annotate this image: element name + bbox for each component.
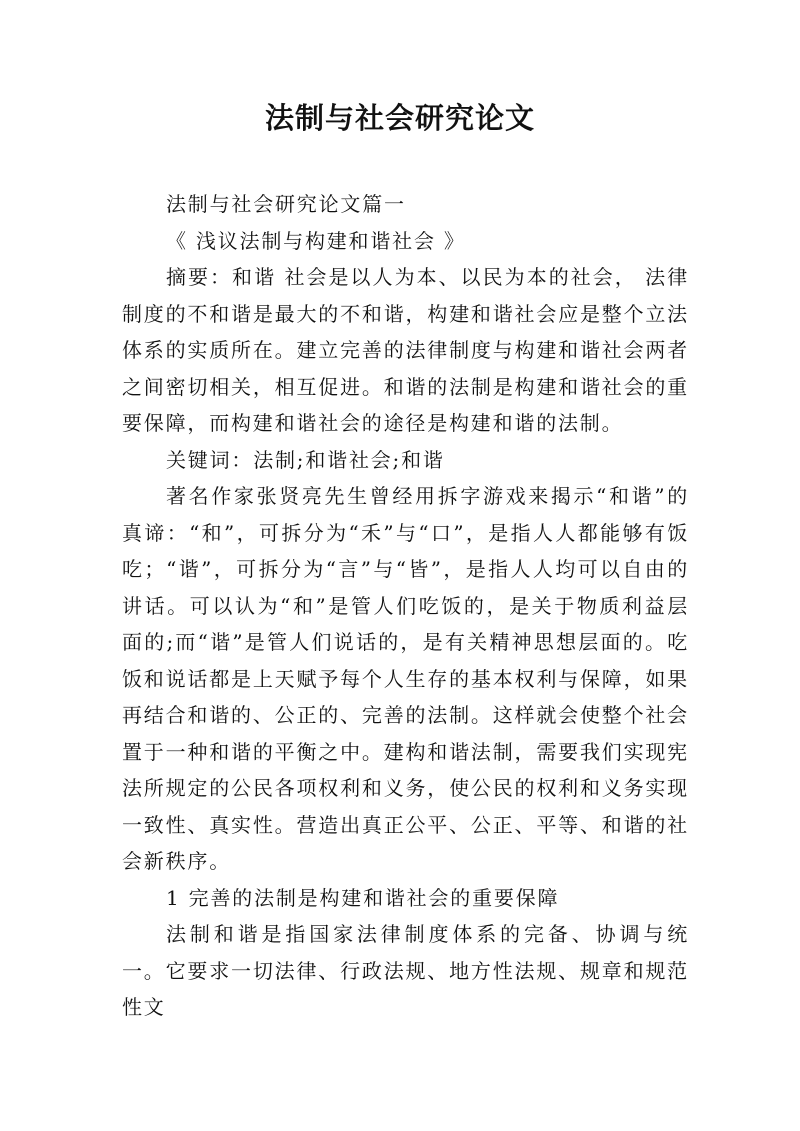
body-paragraph: 法制和谐是指国家法律制度体系的完备、协调与统一。它要求一切法律、行政法规、地方性法规、规章和规范性文 <box>122 922 689 1019</box>
document-body <box>122 186 689 1026</box>
subsection-heading: 1 完善的法制是构建和谐社会的重要保障 <box>166 885 560 910</box>
abstract-paragraph: 摘要：和谐 社会是以人为本、以民为本的社会， 法律制度的不和谐是最大的不和谐，构建和谐社会应是整个立法体系的实质所在。建立完善的法律制度与构建和谐社会两者之间密切相关，相互促进。和谐的法制是构建和谐社会的重要保障，而构建和谐社会的途径是构建和谐的法制。 <box>122 265 689 435</box>
section-heading: 法制与社会研究论文篇一 <box>166 192 406 216</box>
document-title: 法制与社会研究论文 <box>264 101 535 135</box>
keywords-paragraph: 关键词：法制;和谐社会;和谐 <box>166 447 445 472</box>
article-title: 《 浅议法制与构建和谐社会 》 <box>166 228 466 253</box>
body-paragraph: 著名作家张贤亮先生曾经用拆字游戏来揭示“和谐”的真谛：“和”，可拆分为“禾”与“口”，是指人人都能够有饭吃；“谐”，可拆分为“言”与“皆”，是指人人均可以自由的 讲话。可以认为“和”是管人们吃饭的，是关于物质利益层面的;而“谐”是管人们说话的，是有关精神思想层面的。吃饭和说话都是上天赋予每个人生存的基本权利与保障，如果再结合和谐的、公正的、完善的法制。这样就会使整个社会置于一种和谐的平衡之中。建构和谐法制，需要我们实现宪法所规定的公民各项权利和义务，使公民的权利和义务实现一致性、真实性。营造出真正公平、公正、平等、和谐的社会新秩序。 <box>122 484 689 873</box>
